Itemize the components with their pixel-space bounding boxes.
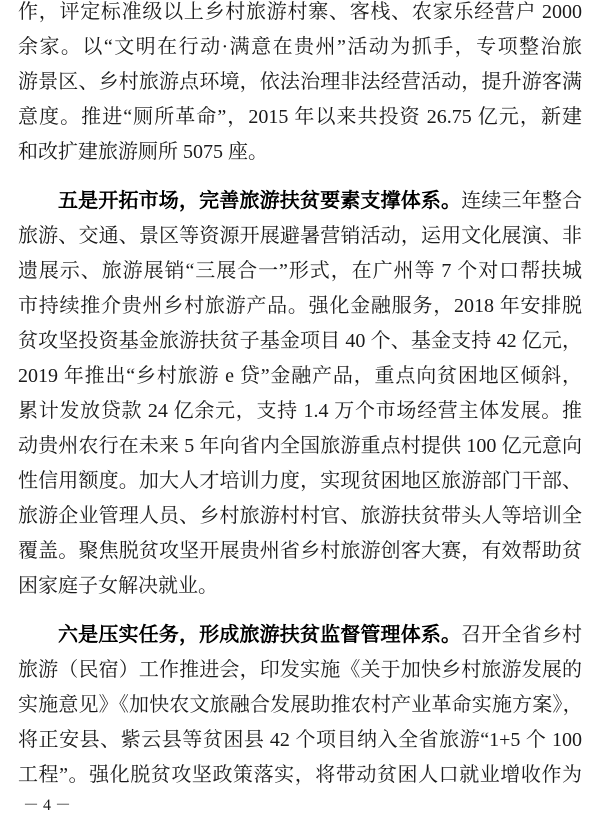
text-line: 旅游（民宿）工作推进会，印发实施《关于加快乡村旅游发展的 bbox=[18, 659, 582, 681]
text-line: 旅游、交通、景区等资源开展避暑营销活动，运用文化展演、非 bbox=[18, 225, 582, 247]
text-line: 市持续推介贵州乡村旅游产品。强化金融服务，2018 年安排脱 bbox=[18, 295, 582, 317]
text-line: 实施意见》《加快农文旅融合发展助推农村产业革命实施方案》， bbox=[18, 694, 582, 716]
paragraph-1 bbox=[18, 0, 582, 170]
text-segment: 连续三年整合 bbox=[461, 190, 583, 212]
text-line: 2019 年推出“乡村旅游 e 贷”金融产品，重点向贫困地区倾斜， bbox=[18, 365, 582, 387]
text-segment: 召开全省乡村 bbox=[461, 624, 583, 646]
text-line: 意度。推进“厕所革命”，2015 年以来共投资 26.75 亿元，新建 bbox=[18, 106, 582, 128]
paragraph-heading: 五是开拓市场，完善旅游扶贫要素支撑体系。 bbox=[58, 190, 462, 212]
text-line: 性信用额度。加大人才培训力度，实现贫困地区旅游部门干部、 bbox=[18, 470, 582, 492]
text-line bbox=[18, 618, 582, 653]
text-line: 作，评定标准级以上乡村旅游村寨、客栈、农家乐经营户 2000 bbox=[18, 1, 582, 23]
text-line: 累计发放贷款 24 亿余元，支持 1.4 万个市场经营主体发展。推 bbox=[18, 400, 582, 422]
paragraph-3 bbox=[18, 618, 582, 793]
paragraph-heading: 六是压实任务，形成旅游扶贫监督管理体系。 bbox=[58, 624, 462, 646]
text-line: 覆盖。聚焦脱贫攻坚开展贵州省乡村旅游创客大赛，有效帮助贫 bbox=[18, 540, 582, 562]
text-line: 动贵州农行在未来 5 年向省内全国旅游重点村提供 100 亿元意向 bbox=[18, 435, 582, 457]
page-number: － 4 － bbox=[23, 797, 72, 814]
text-line: 游景区、乡村旅游点环境，依法治理非法经营活动，提升游客满 bbox=[18, 71, 582, 93]
text-line: 旅游企业管理人员、乡村旅游村村官、旅游扶贫带头人等培训全 bbox=[18, 505, 582, 527]
text-line: 困家庭子女解决就业。 bbox=[18, 575, 218, 597]
paragraph-2 bbox=[18, 184, 582, 604]
text-line: 将正安县、紫云县等贫困县 42 个项目纳入全省旅游“1+5 个 100 bbox=[18, 729, 582, 751]
text-line: 遗展示、旅游展销“三展合一”形式，在广州等 7 个对口帮扶城 bbox=[18, 260, 582, 282]
text-line bbox=[18, 184, 582, 219]
text-line: 工程”。强化脱贫攻坚政策落实，将带动贫困人口就业增收作为 bbox=[18, 764, 582, 786]
text-line: 和改扩建旅游厕所 5075 座。 bbox=[18, 141, 268, 163]
body-text bbox=[18, 0, 582, 793]
text-line: 贫攻坚投资基金旅游扶贫子基金项目 40 个、基金支持 42 亿元， bbox=[18, 330, 582, 352]
text-line: 余家。以“文明在行动·满意在贵州”活动为抓手，专项整治旅 bbox=[18, 36, 582, 58]
